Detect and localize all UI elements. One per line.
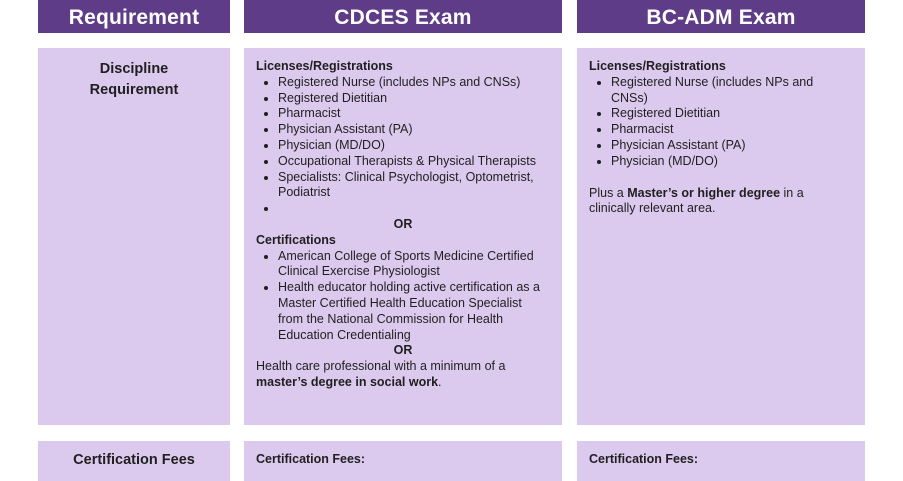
label-line-1: Discipline: [99, 61, 169, 77]
list-item: • Occupational Therapists & Physical Therapists: [278, 154, 550, 170]
certification-fees-label-cell: [38, 441, 230, 481]
list-item: • American College of Sports Medicine Certified Clinical Exercise Physiologist: [278, 249, 550, 281]
social-work-requirement: Health care professional with a minimum of a master’s degree in social work.: [256, 359, 506, 389]
list-item-empty: [278, 201, 550, 217]
header-cdces-exam: [244, 0, 562, 33]
list-item: • Pharmacist: [611, 122, 853, 138]
list-item: • Physician (MD/DO): [611, 154, 853, 170]
bcadm-fees-heading: Certification Fees:: [589, 452, 699, 466]
list-item: • Pharmacist: [278, 106, 550, 122]
list-item: • Registered Nurse (includes NPs and CNSs): [278, 75, 550, 91]
list-item: • Physician (MD/DO): [278, 138, 550, 154]
list-item: • Physician Assistant (PA): [278, 122, 550, 138]
header-requirement: [38, 0, 230, 33]
label-line-2: Requirement: [89, 82, 179, 98]
cdces-licenses-list: [256, 75, 550, 217]
cdces-fees-cell: [244, 441, 562, 481]
list-item: • Registered Dietitian: [278, 91, 550, 107]
or-divider: OR: [393, 343, 413, 358]
list-item: • Health educator holding active certification as a Master Certified Health Education Specialist from the National Commission for Health Education Credentialing: [278, 280, 550, 343]
certification-fees-label: Certification Fees: [73, 452, 195, 468]
discipline-requirement-label: [38, 48, 230, 101]
header-requirement-text: Requirement: [68, 6, 200, 29]
list-item: • Physician Assistant (PA): [611, 138, 853, 154]
bcadm-licenses-heading: Licenses/Registrations: [589, 59, 726, 73]
bcadm-fees-cell: [577, 441, 865, 481]
header-bcadm-text: BC-ADM Exam: [646, 6, 796, 29]
cdces-certifications-list: [256, 249, 550, 344]
list-item: • Registered Dietitian: [611, 106, 853, 122]
bcadm-licenses-list: [589, 75, 853, 170]
cdces-discipline-cell: [244, 48, 562, 425]
cdces-licenses-heading: Licenses/Registrations: [256, 59, 393, 73]
list-item: • Registered Nurse (includes NPs and CNSs): [611, 75, 853, 107]
list-item: • Specialists: Clinical Psychologist, Optometrist, Podiatrist: [278, 170, 550, 202]
cdces-certifications-heading: Certifications: [256, 232, 336, 247]
masters-degree-requirement: Plus a Master’s or higher degree in a clinically relevant area.: [589, 185, 804, 216]
header-bcadm-exam: [577, 0, 865, 33]
header-cdces-text: CDCES Exam: [334, 6, 472, 29]
cdces-fees-heading: Certification Fees:: [256, 452, 366, 466]
or-divider: OR: [393, 216, 413, 231]
discipline-requirement-label-cell: [38, 48, 230, 425]
bcadm-discipline-cell: [577, 48, 865, 425]
